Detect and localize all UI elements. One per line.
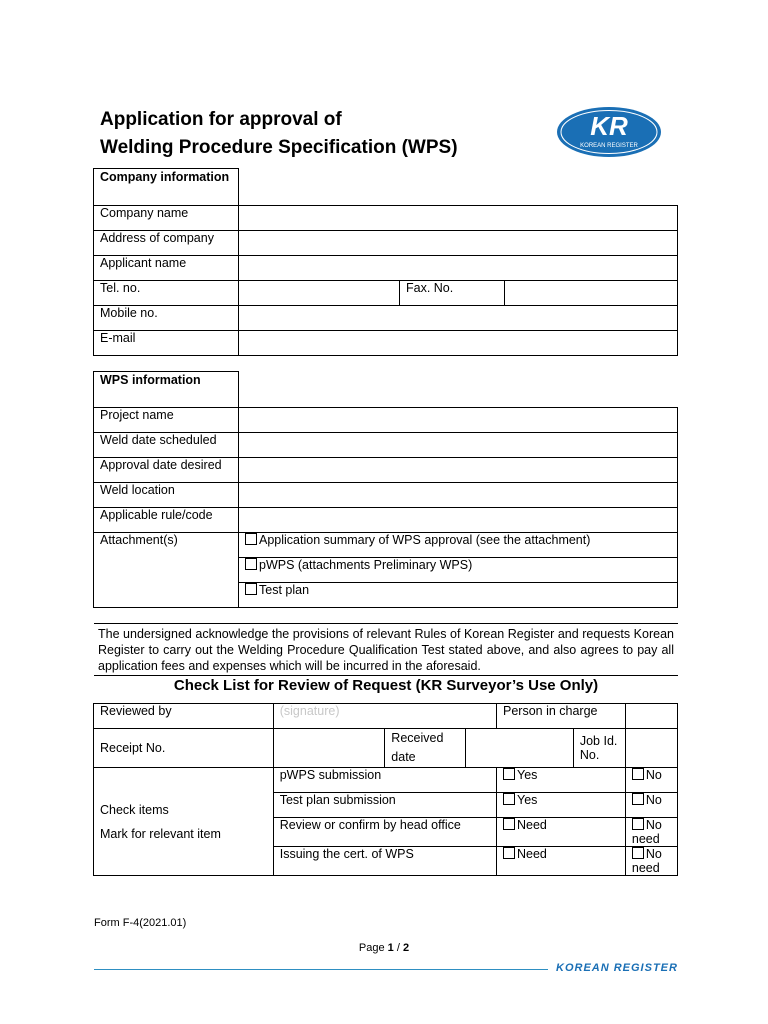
title-line-1: Application for approval of	[100, 109, 342, 130]
received-date-label: Received date	[385, 729, 466, 768]
check-option-2[interactable]	[625, 793, 677, 818]
fax-field[interactable]	[505, 281, 678, 306]
option-label: Need	[517, 847, 547, 861]
checkbox-icon[interactable]	[503, 847, 515, 859]
page-separator: /	[393, 942, 403, 954]
check-items-label: Check items	[100, 802, 169, 817]
page-total: 2	[402, 942, 410, 954]
applicant-field[interactable]	[239, 256, 678, 281]
checkbox-icon[interactable]	[503, 793, 515, 805]
mobile-field[interactable]	[239, 306, 678, 331]
title-line-2: Welding Procedure Specification (WPS)	[100, 137, 458, 158]
page-label: Page	[358, 942, 388, 954]
attachment-label: pWPS (attachments Preliminary WPS)	[259, 558, 473, 572]
mark-relevant-label: Mark for relevant item	[100, 826, 221, 841]
check-option-2[interactable]	[625, 768, 677, 793]
check-item-label: Test plan submission	[273, 793, 496, 818]
weld-date-label: Weld date scheduled	[94, 433, 239, 458]
tel-field[interactable]	[239, 281, 400, 306]
check-option-1[interactable]	[497, 847, 626, 876]
approval-date-field[interactable]	[239, 458, 678, 483]
approval-date-label: Approval date desired	[94, 458, 239, 483]
checklist-table	[93, 703, 678, 876]
checkbox-icon[interactable]	[245, 558, 257, 570]
option-label: Need	[517, 818, 547, 832]
person-in-charge-label: Person in charge	[497, 704, 626, 729]
checkbox-icon[interactable]	[245, 583, 257, 595]
address-field[interactable]	[239, 231, 678, 256]
attachment-option[interactable]	[239, 583, 678, 608]
option-label: No	[645, 793, 662, 807]
project-name-label: Project name	[94, 408, 239, 433]
logo-subtitle: KOREAN REGISTER	[580, 143, 638, 149]
checkbox-icon[interactable]	[632, 847, 644, 859]
option-label: No need	[631, 818, 662, 846]
check-option-2[interactable]	[625, 818, 677, 847]
applicant-label: Applicant name	[94, 256, 239, 281]
job-id-label: Job Id. No.	[573, 729, 625, 768]
receipt-no-label: Receipt No.	[94, 729, 274, 768]
check-items-cell	[94, 768, 274, 876]
option-label: No	[645, 768, 662, 782]
checkbox-icon[interactable]	[632, 793, 644, 805]
korean-register-logo	[556, 106, 662, 158]
checkbox-icon[interactable]	[503, 818, 515, 830]
checkbox-icon[interactable]	[503, 768, 515, 780]
rule-code-label: Applicable rule/code	[94, 508, 239, 533]
footer-divider	[94, 969, 548, 970]
form-id: Form F-4(2021.01)	[94, 917, 187, 929]
wps-info-table	[93, 371, 678, 608]
weld-location-label: Weld location	[94, 483, 239, 508]
checkbox-icon[interactable]	[632, 768, 644, 780]
job-id-field[interactable]	[625, 729, 677, 768]
attachment-label: Application summary of WPS approval (see the attachment)	[259, 533, 591, 547]
person-in-charge-field[interactable]	[625, 704, 677, 729]
weld-date-field[interactable]	[239, 433, 678, 458]
rule-code-field[interactable]	[239, 508, 678, 533]
option-label: No need	[631, 847, 662, 875]
check-item-label: pWPS submission	[273, 768, 496, 793]
email-field[interactable]	[239, 331, 678, 356]
address-label: Address of company	[94, 231, 239, 256]
logo-mark: KR	[590, 111, 628, 141]
check-option-1[interactable]	[497, 818, 626, 847]
check-item-label: Issuing the cert. of WPS	[273, 847, 496, 876]
company-name-label: Company name	[94, 206, 239, 231]
company-name-field[interactable]	[239, 206, 678, 231]
acknowledgement-text: The undersigned acknowledge the provisions of relevant Rules of Korean Register and requests Korean Register to carry out the Welding Procedure Qualification Test stated above, and also agrees to pay all application fees and expenses which will be incurred in the aforesaid.	[94, 623, 678, 676]
signature-field[interactable]: (signature)	[273, 704, 496, 729]
tel-label: Tel. no.	[94, 281, 239, 306]
project-name-field[interactable]	[239, 408, 678, 433]
attachment-option[interactable]	[239, 558, 678, 583]
email-label: E-mail	[94, 331, 239, 356]
reviewed-by-label: Reviewed by	[94, 704, 274, 729]
weld-location-field[interactable]	[239, 483, 678, 508]
checklist-title: Check List for Review of Request (KR Surveyor’s Use Only)	[173, 677, 599, 694]
check-option-2[interactable]	[625, 847, 677, 876]
check-item-label: Review or confirm by head office	[273, 818, 496, 847]
check-option-1[interactable]	[497, 793, 626, 818]
checkbox-icon[interactable]	[245, 533, 257, 545]
company-info-header: Company information	[94, 169, 239, 206]
checkbox-icon[interactable]	[632, 818, 644, 830]
fax-label: Fax. No.	[400, 281, 505, 306]
attachments-label: Attachment(s)	[94, 533, 239, 608]
wps-info-header: WPS information	[94, 372, 239, 408]
page-current: 1	[387, 942, 394, 954]
received-date-field[interactable]	[466, 729, 574, 768]
mobile-label: Mobile no.	[94, 306, 239, 331]
footer-brand: KOREAN REGISTER	[556, 962, 678, 974]
form-title	[100, 106, 458, 162]
receipt-no-field[interactable]	[273, 729, 385, 768]
option-label: Yes	[517, 793, 538, 807]
attachment-option[interactable]	[239, 533, 678, 558]
check-option-1[interactable]	[497, 768, 626, 793]
page-number	[0, 942, 768, 954]
attachment-label: Test plan	[259, 583, 310, 597]
company-info-table	[93, 168, 678, 356]
option-label: Yes	[517, 768, 538, 782]
